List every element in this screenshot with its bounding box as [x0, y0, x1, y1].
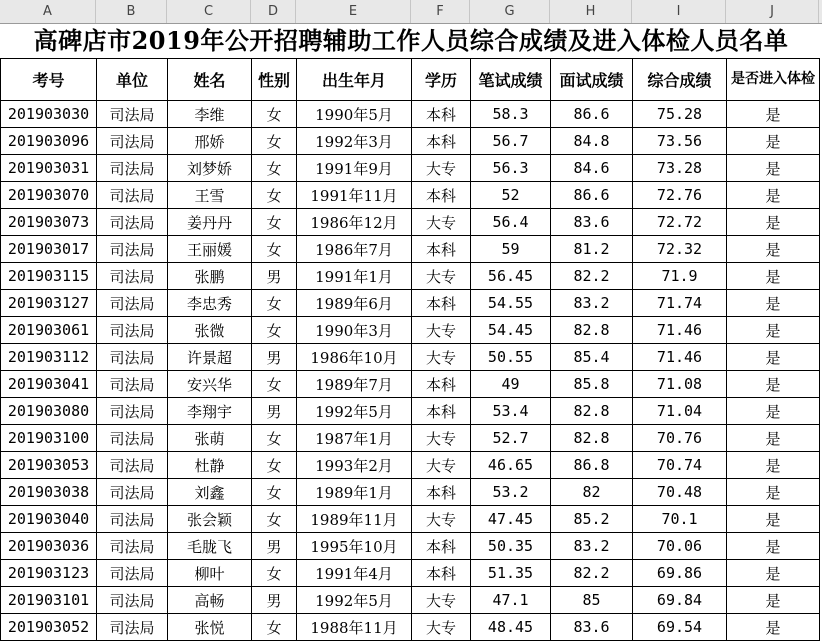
cell-interview-score[interactable]: 85.4 — [551, 344, 633, 371]
table-row — [1, 452, 820, 479]
cell-written-score[interactable]: 53.4 — [471, 398, 551, 425]
cell-interview-score[interactable]: 82.8 — [551, 425, 633, 452]
cell-birth[interactable]: 1993年2月 — [297, 452, 412, 479]
table-row — [1, 155, 820, 182]
cell-exam-no[interactable]: 201903127 — [1, 290, 97, 317]
column-letter-b[interactable]: B — [96, 0, 167, 23]
cell-name[interactable]: 王雪 — [168, 182, 252, 209]
table-row — [1, 317, 820, 344]
cell-physical-exam[interactable]: 是 — [727, 317, 820, 344]
cell-name[interactable]: 李维 — [168, 101, 252, 128]
cell-physical-exam[interactable]: 是 — [727, 560, 820, 587]
cell-birth[interactable]: 1989年7月 — [297, 371, 412, 398]
cell-interview-score[interactable]: 83.6 — [551, 209, 633, 236]
cell-interview-score[interactable]: 83.2 — [551, 290, 633, 317]
cell-exam-no[interactable]: 201903100 — [1, 425, 97, 452]
cell-total-score[interactable]: 71.74 — [633, 290, 727, 317]
cell-total-score[interactable]: 71.46 — [633, 344, 727, 371]
cell-written-score[interactable]: 52 — [471, 182, 551, 209]
cell-name[interactable]: 张会颖 — [168, 506, 252, 533]
cell-unit[interactable]: 司法局 — [97, 587, 168, 614]
cell-unit[interactable]: 司法局 — [97, 317, 168, 344]
cell-education[interactable]: 本科 — [412, 560, 471, 587]
cell-exam-no[interactable]: 201903053 — [1, 452, 97, 479]
cell-unit[interactable]: 司法局 — [97, 344, 168, 371]
table-row — [1, 560, 820, 587]
column-letter-c[interactable]: C — [167, 0, 251, 23]
cell-unit[interactable]: 司法局 — [97, 263, 168, 290]
cell-birth[interactable]: 1991年11月 — [297, 182, 412, 209]
cell-exam-no[interactable]: 201903123 — [1, 560, 97, 587]
cell-written-score[interactable]: 47.1 — [471, 587, 551, 614]
column-letter-j[interactable]: J — [726, 0, 819, 23]
header-unit[interactable]: 单位 — [97, 59, 168, 101]
cell-birth[interactable]: 1986年7月 — [297, 236, 412, 263]
cell-total-score[interactable]: 70.76 — [633, 425, 727, 452]
header-physical-exam[interactable]: 是否进入体检 — [727, 59, 820, 101]
cell-name[interactable]: 张悦 — [168, 614, 252, 641]
cell-exam-no[interactable]: 201903038 — [1, 479, 97, 506]
cell-total-score[interactable]: 72.32 — [633, 236, 727, 263]
column-letter-e[interactable]: E — [296, 0, 411, 23]
cell-birth[interactable]: 1992年5月 — [297, 398, 412, 425]
cell-interview-score[interactable]: 82.2 — [551, 263, 633, 290]
cell-name[interactable]: 刘鑫 — [168, 479, 252, 506]
cell-physical-exam[interactable]: 是 — [727, 182, 820, 209]
cell-physical-exam[interactable]: 是 — [727, 614, 820, 641]
cell-exam-no[interactable]: 201903017 — [1, 236, 97, 263]
cell-total-score[interactable]: 72.72 — [633, 209, 727, 236]
cell-education[interactable]: 大专 — [412, 614, 471, 641]
cell-education[interactable]: 本科 — [412, 533, 471, 560]
cell-exam-no[interactable]: 201903030 — [1, 101, 97, 128]
cell-birth[interactable]: 1991年1月 — [297, 263, 412, 290]
cell-total-score[interactable]: 70.1 — [633, 506, 727, 533]
cell-name[interactable]: 许景超 — [168, 344, 252, 371]
cell-physical-exam[interactable]: 是 — [727, 128, 820, 155]
cell-gender[interactable]: 女 — [252, 209, 297, 236]
header-name[interactable]: 姓名 — [168, 59, 252, 101]
cell-education[interactable]: 本科 — [412, 236, 471, 263]
cell-interview-score[interactable]: 81.2 — [551, 236, 633, 263]
cell-interview-score[interactable]: 86.6 — [551, 101, 633, 128]
cell-gender[interactable]: 女 — [252, 155, 297, 182]
cell-exam-no[interactable]: 201903096 — [1, 128, 97, 155]
cell-unit[interactable]: 司法局 — [97, 506, 168, 533]
cell-interview-score[interactable]: 86.8 — [551, 452, 633, 479]
cell-name[interactable]: 刘梦娇 — [168, 155, 252, 182]
cell-unit[interactable]: 司法局 — [97, 182, 168, 209]
cell-gender[interactable]: 男 — [252, 533, 297, 560]
cell-birth[interactable]: 1989年11月 — [297, 506, 412, 533]
table-row — [1, 506, 820, 533]
cell-gender[interactable]: 女 — [252, 236, 297, 263]
cell-unit[interactable]: 司法局 — [97, 101, 168, 128]
cell-birth[interactable]: 1991年9月 — [297, 155, 412, 182]
cell-unit[interactable]: 司法局 — [97, 425, 168, 452]
column-letter-f[interactable]: F — [411, 0, 470, 23]
cell-exam-no[interactable]: 201903041 — [1, 371, 97, 398]
cell-interview-score[interactable]: 85.8 — [551, 371, 633, 398]
cell-gender[interactable]: 女 — [252, 182, 297, 209]
cell-gender[interactable]: 男 — [252, 398, 297, 425]
cell-total-score[interactable]: 72.76 — [633, 182, 727, 209]
cell-written-score[interactable]: 52.7 — [471, 425, 551, 452]
cell-total-score[interactable]: 73.28 — [633, 155, 727, 182]
cell-exam-no[interactable]: 201903101 — [1, 587, 97, 614]
cell-name[interactable]: 姜丹丹 — [168, 209, 252, 236]
cell-physical-exam[interactable]: 是 — [727, 452, 820, 479]
cell-education[interactable]: 大专 — [412, 263, 471, 290]
table-row — [1, 533, 820, 560]
cell-exam-no[interactable]: 201903052 — [1, 614, 97, 641]
cell-name[interactable]: 毛胧飞 — [168, 533, 252, 560]
cell-total-score[interactable]: 75.28 — [633, 101, 727, 128]
cell-written-score[interactable]: 56.7 — [471, 128, 551, 155]
cell-gender[interactable]: 女 — [252, 479, 297, 506]
cell-interview-score[interactable]: 83.2 — [551, 533, 633, 560]
cell-birth[interactable]: 1990年3月 — [297, 317, 412, 344]
cell-unit[interactable]: 司法局 — [97, 290, 168, 317]
table-row — [1, 101, 820, 128]
sheet-title: 高碑店市2019年公开招聘辅助工作人员综合成绩及进入体检人员名单 — [33, 26, 789, 55]
cell-exam-no[interactable]: 201903070 — [1, 182, 97, 209]
cell-unit[interactable]: 司法局 — [97, 533, 168, 560]
cell-birth[interactable]: 1986年10月 — [297, 344, 412, 371]
table-row — [1, 587, 820, 614]
cell-gender[interactable]: 男 — [252, 587, 297, 614]
cell-written-score[interactable]: 50.35 — [471, 533, 551, 560]
cell-birth[interactable]: 1995年10月 — [297, 533, 412, 560]
cell-total-score[interactable]: 71.08 — [633, 371, 727, 398]
cell-unit[interactable]: 司法局 — [97, 371, 168, 398]
cell-exam-no[interactable]: 201903040 — [1, 506, 97, 533]
cell-written-score[interactable]: 53.2 — [471, 479, 551, 506]
cell-gender[interactable]: 男 — [252, 263, 297, 290]
column-letter-i[interactable]: I — [632, 0, 726, 23]
cell-birth[interactable]: 1987年1月 — [297, 425, 412, 452]
table-row — [1, 128, 820, 155]
cell-physical-exam[interactable]: 是 — [727, 290, 820, 317]
cell-birth[interactable]: 1992年5月 — [297, 587, 412, 614]
table-row — [1, 236, 820, 263]
cell-written-score[interactable]: 58.3 — [471, 101, 551, 128]
cell-interview-score[interactable]: 86.6 — [551, 182, 633, 209]
results-table — [0, 58, 820, 641]
cell-unit[interactable]: 司法局 — [97, 614, 168, 641]
cell-written-score[interactable]: 47.45 — [471, 506, 551, 533]
cell-education[interactable]: 本科 — [412, 290, 471, 317]
cell-physical-exam[interactable]: 是 — [727, 587, 820, 614]
cell-gender[interactable]: 女 — [252, 425, 297, 452]
cell-gender[interactable]: 女 — [252, 560, 297, 587]
cell-birth[interactable]: 1990年5月 — [297, 101, 412, 128]
cell-physical-exam[interactable]: 是 — [727, 533, 820, 560]
table-row — [1, 209, 820, 236]
cell-birth[interactable]: 1986年12月 — [297, 209, 412, 236]
cell-total-score[interactable]: 71.46 — [633, 317, 727, 344]
cell-written-score[interactable]: 48.45 — [471, 614, 551, 641]
cell-gender[interactable]: 女 — [252, 614, 297, 641]
cell-unit[interactable]: 司法局 — [97, 128, 168, 155]
cell-physical-exam[interactable]: 是 — [727, 371, 820, 398]
cell-physical-exam[interactable]: 是 — [727, 398, 820, 425]
table-row — [1, 614, 820, 641]
cell-exam-no[interactable]: 201903112 — [1, 344, 97, 371]
cell-birth[interactable]: 1989年1月 — [297, 479, 412, 506]
cell-gender[interactable]: 女 — [252, 452, 297, 479]
cell-physical-exam[interactable]: 是 — [727, 209, 820, 236]
cell-name[interactable]: 王丽媛 — [168, 236, 252, 263]
cell-education[interactable]: 大专 — [412, 344, 471, 371]
cell-education[interactable]: 本科 — [412, 128, 471, 155]
cell-written-score[interactable]: 51.35 — [471, 560, 551, 587]
header-education[interactable]: 学历 — [412, 59, 471, 101]
cell-exam-no[interactable]: 201903061 — [1, 317, 97, 344]
cell-name[interactable]: 张鹏 — [168, 263, 252, 290]
cell-interview-score[interactable]: 85 — [551, 587, 633, 614]
cell-education[interactable]: 大专 — [412, 506, 471, 533]
cell-unit[interactable]: 司法局 — [97, 236, 168, 263]
cell-physical-exam[interactable]: 是 — [727, 344, 820, 371]
cell-unit[interactable]: 司法局 — [97, 398, 168, 425]
cell-name[interactable]: 李忠秀 — [168, 290, 252, 317]
cell-gender[interactable]: 女 — [252, 290, 297, 317]
header-gender[interactable]: 性别 — [252, 59, 297, 101]
header-total-score[interactable]: 综合成绩 — [633, 59, 727, 101]
cell-birth[interactable]: 1991年4月 — [297, 560, 412, 587]
cell-education[interactable]: 大专 — [412, 587, 471, 614]
cell-written-score[interactable]: 56.45 — [471, 263, 551, 290]
cell-physical-exam[interactable]: 是 — [727, 263, 820, 290]
cell-interview-score[interactable]: 82.8 — [551, 317, 633, 344]
cell-name[interactable]: 张萌 — [168, 425, 252, 452]
column-letter-h[interactable]: H — [550, 0, 632, 23]
cell-name[interactable]: 邢娇 — [168, 128, 252, 155]
header-written-score[interactable]: 笔试成绩 — [471, 59, 551, 101]
header-row — [1, 59, 820, 101]
table-row — [1, 263, 820, 290]
header-exam-no[interactable]: 考号 — [1, 59, 97, 101]
cell-exam-no[interactable]: 201903115 — [1, 263, 97, 290]
cell-total-score[interactable]: 70.74 — [633, 452, 727, 479]
cell-birth[interactable]: 1989年6月 — [297, 290, 412, 317]
cell-written-score[interactable]: 56.3 — [471, 155, 551, 182]
header-birth[interactable]: 出生年月 — [297, 59, 412, 101]
cell-interview-score[interactable]: 84.6 — [551, 155, 633, 182]
cell-total-score[interactable]: 69.84 — [633, 587, 727, 614]
cell-unit[interactable]: 司法局 — [97, 155, 168, 182]
cell-total-score[interactable]: 70.06 — [633, 533, 727, 560]
cell-physical-exam[interactable]: 是 — [727, 479, 820, 506]
column-header-bar — [0, 0, 822, 24]
cell-interview-score[interactable]: 82.2 — [551, 560, 633, 587]
cell-interview-score[interactable]: 83.6 — [551, 614, 633, 641]
cell-written-score[interactable]: 46.65 — [471, 452, 551, 479]
table-row — [1, 371, 820, 398]
cell-physical-exam[interactable]: 是 — [727, 506, 820, 533]
cell-written-score[interactable]: 54.55 — [471, 290, 551, 317]
table-row — [1, 344, 820, 371]
table-row — [1, 425, 820, 452]
cell-interview-score[interactable]: 84.8 — [551, 128, 633, 155]
cell-interview-score[interactable]: 82 — [551, 479, 633, 506]
cell-education[interactable]: 本科 — [412, 182, 471, 209]
cell-exam-no[interactable]: 201903073 — [1, 209, 97, 236]
cell-physical-exam[interactable]: 是 — [727, 425, 820, 452]
cell-total-score[interactable]: 69.54 — [633, 614, 727, 641]
cell-education[interactable]: 大专 — [412, 317, 471, 344]
cell-education[interactable]: 大专 — [412, 452, 471, 479]
cell-name[interactable]: 柳叶 — [168, 560, 252, 587]
cell-total-score[interactable]: 71.9 — [633, 263, 727, 290]
cell-birth[interactable]: 1992年3月 — [297, 128, 412, 155]
cell-name[interactable]: 安兴华 — [168, 371, 252, 398]
table-row — [1, 398, 820, 425]
cell-interview-score[interactable]: 82.8 — [551, 398, 633, 425]
cell-gender[interactable]: 女 — [252, 506, 297, 533]
cell-gender[interactable]: 女 — [252, 317, 297, 344]
cell-birth[interactable]: 1988年11月 — [297, 614, 412, 641]
cell-education[interactable]: 本科 — [412, 371, 471, 398]
cell-unit[interactable]: 司法局 — [97, 452, 168, 479]
cell-unit[interactable]: 司法局 — [97, 560, 168, 587]
table-row — [1, 290, 820, 317]
cell-name[interactable]: 张微 — [168, 317, 252, 344]
cell-physical-exam[interactable]: 是 — [727, 236, 820, 263]
cell-education[interactable]: 本科 — [412, 398, 471, 425]
header-interview-score[interactable]: 面试成绩 — [551, 59, 633, 101]
cell-total-score[interactable]: 71.04 — [633, 398, 727, 425]
cell-unit[interactable]: 司法局 — [97, 479, 168, 506]
cell-written-score[interactable]: 59 — [471, 236, 551, 263]
cell-education[interactable]: 大专 — [412, 155, 471, 182]
cell-name[interactable]: 李翔宇 — [168, 398, 252, 425]
column-letter-d[interactable]: D — [251, 0, 296, 23]
cell-gender[interactable]: 男 — [252, 344, 297, 371]
cell-total-score[interactable]: 70.48 — [633, 479, 727, 506]
column-letter-a[interactable]: A — [0, 0, 96, 23]
cell-total-score[interactable]: 73.56 — [633, 128, 727, 155]
cell-exam-no[interactable]: 201903031 — [1, 155, 97, 182]
cell-education[interactable]: 本科 — [412, 479, 471, 506]
cell-education[interactable]: 大专 — [412, 209, 471, 236]
column-letter-g[interactable]: G — [470, 0, 550, 23]
cell-name[interactable]: 杜静 — [168, 452, 252, 479]
cell-physical-exam[interactable]: 是 — [727, 101, 820, 128]
cell-gender[interactable]: 女 — [252, 371, 297, 398]
cell-written-score[interactable]: 49 — [471, 371, 551, 398]
cell-physical-exam[interactable]: 是 — [727, 155, 820, 182]
cell-name[interactable]: 高畅 — [168, 587, 252, 614]
cell-interview-score[interactable]: 85.2 — [551, 506, 633, 533]
cell-written-score[interactable]: 50.55 — [471, 344, 551, 371]
cell-gender[interactable]: 女 — [252, 128, 297, 155]
cell-written-score[interactable]: 54.45 — [471, 317, 551, 344]
cell-exam-no[interactable]: 201903080 — [1, 398, 97, 425]
table-row — [1, 182, 820, 209]
cell-gender[interactable]: 女 — [252, 101, 297, 128]
cell-exam-no[interactable]: 201903036 — [1, 533, 97, 560]
cell-education[interactable]: 大专 — [412, 425, 471, 452]
cell-total-score[interactable]: 69.86 — [633, 560, 727, 587]
cell-written-score[interactable]: 56.4 — [471, 209, 551, 236]
cell-education[interactable]: 本科 — [412, 101, 471, 128]
cell-unit[interactable]: 司法局 — [97, 209, 168, 236]
table-row — [1, 479, 820, 506]
